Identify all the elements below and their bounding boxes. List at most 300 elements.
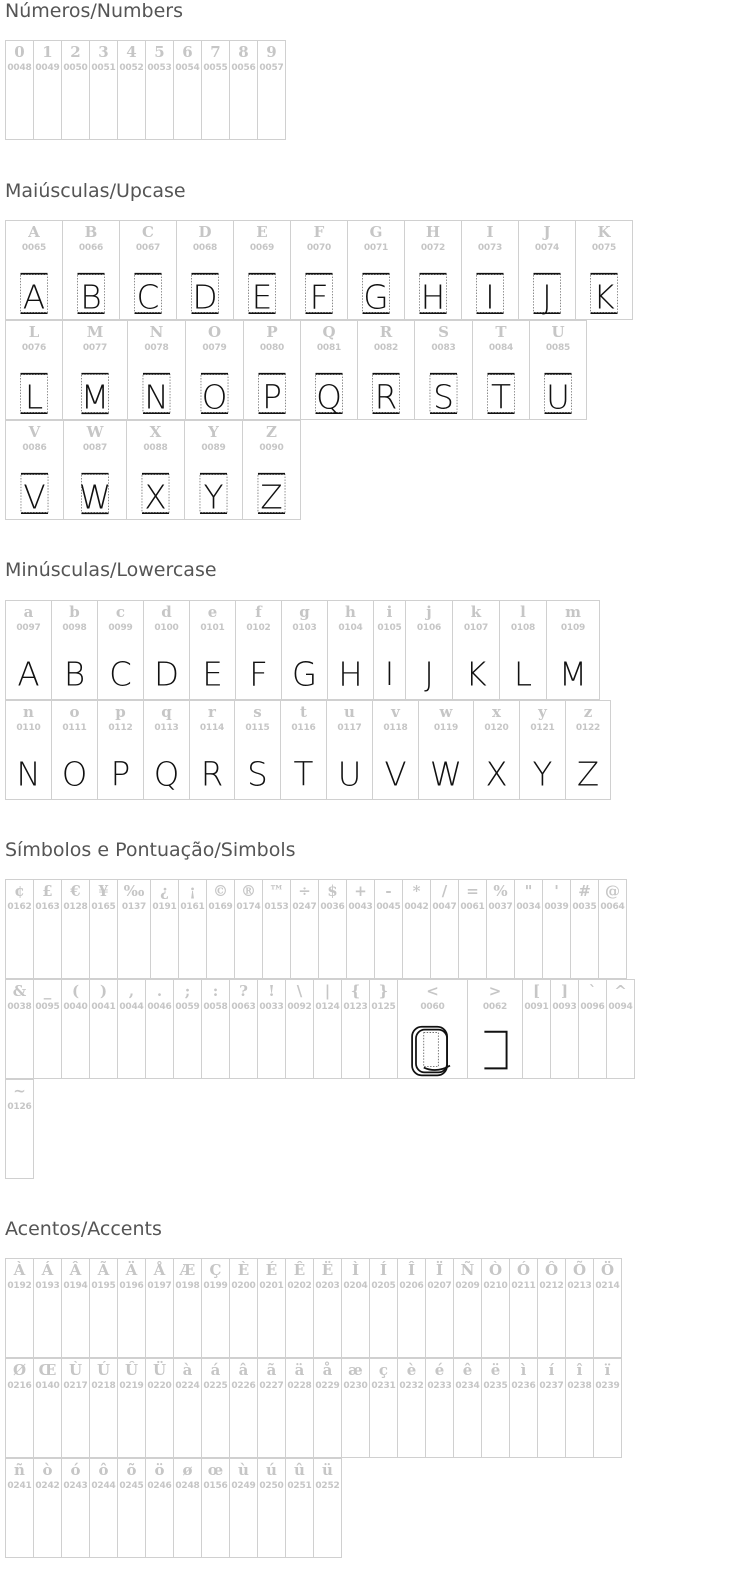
glyph-char: & xyxy=(12,982,27,1000)
glyph-code: 0226 xyxy=(231,1381,256,1391)
glyph-code: 0239 xyxy=(595,1381,620,1391)
svg-text:S: S xyxy=(247,755,268,794)
glyph-code: 0193 xyxy=(35,1281,60,1291)
glyph-code: 0194 xyxy=(63,1281,88,1291)
glyph-char: } xyxy=(378,982,389,1000)
glyph-cell xyxy=(5,1258,34,1358)
glyph-code: 0125 xyxy=(371,1002,396,1012)
glyph-code: 0249 xyxy=(231,1481,256,1491)
glyph-code: 0083 xyxy=(431,343,456,353)
svg-text:M: M xyxy=(558,655,588,694)
glyph-code: 0250 xyxy=(259,1481,284,1491)
glyph-cell xyxy=(257,979,286,1079)
glyph-char: y xyxy=(538,703,547,721)
glyph-char: ` xyxy=(588,982,597,1000)
glyph-char: o xyxy=(69,703,80,721)
glyph-code: 0119 xyxy=(433,723,459,733)
glyph-cell xyxy=(606,979,635,1079)
glyph-cell xyxy=(229,979,258,1079)
glyph-code: 0230 xyxy=(343,1381,368,1391)
glyph-cell xyxy=(262,879,291,979)
glyph-char: È xyxy=(237,1261,250,1279)
glyph-preview xyxy=(530,365,586,421)
glyph-char: ü xyxy=(322,1461,333,1479)
svg-text:E: E xyxy=(251,278,273,317)
svg-text:V: V xyxy=(384,755,407,794)
glyph-char: V xyxy=(28,423,41,441)
glyph-char: 1 xyxy=(42,43,53,61)
glyph-code: 0203 xyxy=(315,1281,340,1291)
glyph-code: 0045 xyxy=(376,902,401,912)
glyph-char: * xyxy=(412,882,421,900)
glyph-code: 0251 xyxy=(287,1481,312,1491)
glyph-code: 0078 xyxy=(144,343,169,353)
glyph-cell xyxy=(185,320,244,420)
glyph-code: 0197 xyxy=(147,1281,172,1291)
glyph-char: x xyxy=(492,703,501,721)
glyph-preview xyxy=(406,645,452,701)
glyph-char: { xyxy=(350,982,361,1000)
glyph-char: " xyxy=(524,882,533,900)
glyph-code: 0046 xyxy=(147,1002,172,1012)
glyph-code: 0062 xyxy=(482,1002,508,1012)
glyph-char: d xyxy=(161,603,172,621)
glyph-code: 0102 xyxy=(246,623,271,633)
glyph-cell xyxy=(5,320,63,420)
glyph-cell xyxy=(5,220,63,320)
glyph-code: 0200 xyxy=(231,1281,256,1291)
glyph-cell xyxy=(33,1458,62,1558)
glyph-char: Í xyxy=(379,1261,388,1279)
glyph-char: ! xyxy=(268,982,275,1000)
glyph-char: L xyxy=(28,323,40,341)
glyph-code: 0246 xyxy=(147,1481,172,1491)
svg-text:X: X xyxy=(144,478,167,517)
glyph-cell xyxy=(257,1258,286,1358)
glyph-code: 0228 xyxy=(287,1381,312,1391)
glyph-code: 0039 xyxy=(544,902,569,912)
svg-text:U: U xyxy=(337,755,362,794)
glyph-code: 0209 xyxy=(455,1281,480,1291)
glyph-cell xyxy=(145,979,174,1079)
glyph-preview xyxy=(453,645,499,701)
glyph-code: 0108 xyxy=(510,623,536,633)
glyph-cell xyxy=(509,1358,538,1458)
glyph-char: 4 xyxy=(126,43,137,61)
glyph-cell xyxy=(369,1358,398,1458)
glyph-code: 0196 xyxy=(119,1281,144,1291)
glyph-char: v xyxy=(391,703,400,721)
glyph-cell xyxy=(206,879,235,979)
glyph-code: 0118 xyxy=(383,723,408,733)
glyph-char: \ xyxy=(296,982,303,1000)
glyph-row xyxy=(5,420,300,520)
glyph-cell xyxy=(257,40,286,140)
glyph-cell xyxy=(235,600,282,700)
glyph-preview xyxy=(415,365,472,421)
glyph-char: Œ xyxy=(38,1361,57,1379)
glyph-preview xyxy=(52,745,97,801)
glyph-char: E xyxy=(256,223,268,241)
glyph-preview xyxy=(468,1024,522,1080)
glyph-preview xyxy=(190,745,234,801)
glyph-row xyxy=(5,1458,341,1558)
glyph-preview xyxy=(190,645,235,701)
glyph-char: Ö xyxy=(600,1261,615,1279)
section-title-accents: Acentos/Accents xyxy=(5,1218,162,1240)
glyph-cell xyxy=(565,1358,594,1458)
glyph-cell xyxy=(117,1458,146,1558)
section-title-upcase: Maiúsculas/Upcase xyxy=(5,180,186,202)
glyph-char: # xyxy=(578,882,591,900)
glyph-code: 0153 xyxy=(264,902,289,912)
glyph-cell xyxy=(234,700,281,800)
glyph-char: ô xyxy=(98,1461,109,1479)
glyph-preview xyxy=(473,365,529,421)
svg-text:C: C xyxy=(136,278,160,317)
svg-text:X: X xyxy=(485,755,508,794)
svg-text:W: W xyxy=(429,755,463,794)
glyph-code: 0202 xyxy=(287,1281,312,1291)
glyph-row xyxy=(5,979,634,1079)
glyph-preview xyxy=(520,745,565,801)
glyph-code: 0040 xyxy=(63,1002,88,1012)
glyph-char: Î xyxy=(407,1261,416,1279)
glyph-code: 0198 xyxy=(175,1281,200,1291)
glyph-code: 0059 xyxy=(175,1002,200,1012)
glyph-cell xyxy=(285,1458,314,1558)
glyph-preview xyxy=(398,1024,467,1080)
glyph-char: l xyxy=(520,603,526,621)
glyph-char: g xyxy=(299,603,310,621)
glyph-cell xyxy=(145,40,174,140)
glyph-char: Y xyxy=(208,423,219,441)
glyph-preview xyxy=(98,645,143,701)
svg-text:R: R xyxy=(200,755,224,794)
glyph-code: 0242 xyxy=(35,1481,60,1491)
glyph-char: Ú xyxy=(96,1361,111,1379)
glyph-code: 0033 xyxy=(259,1002,284,1012)
glyph-cell xyxy=(5,420,64,520)
glyph-char: ] xyxy=(560,982,569,1000)
glyph-char: ) xyxy=(99,982,108,1000)
svg-text:Q: Q xyxy=(316,378,342,417)
glyph-cell xyxy=(453,1358,482,1458)
glyph-cell xyxy=(173,1358,202,1458)
glyph-cell xyxy=(499,600,547,700)
glyph-char: 5 xyxy=(154,43,165,61)
glyph-cell xyxy=(5,40,34,140)
glyph-char: û xyxy=(294,1461,305,1479)
glyph-char: Ì xyxy=(351,1261,360,1279)
glyph-char: = xyxy=(466,882,479,900)
glyph-code: 0080 xyxy=(259,343,285,353)
glyph-cell xyxy=(201,979,230,1079)
glyph-char: i xyxy=(386,603,393,621)
glyph-code: 0058 xyxy=(203,1002,228,1012)
glyph-cell xyxy=(397,1258,426,1358)
glyph-code: 0044 xyxy=(119,1002,144,1012)
glyph-char: p xyxy=(115,703,126,721)
glyph-preview xyxy=(462,265,518,321)
glyph-code: 0047 xyxy=(432,902,457,912)
glyph-cell xyxy=(405,600,453,700)
glyph-code: 0096 xyxy=(580,1002,605,1012)
glyph-cell xyxy=(201,1458,230,1558)
glyph-char: : xyxy=(212,982,219,1000)
glyph-code: 0213 xyxy=(567,1281,592,1291)
glyph-char: € xyxy=(70,882,81,900)
svg-text:I: I xyxy=(485,278,495,317)
glyph-char: 9 xyxy=(266,43,277,61)
glyph-code: 0214 xyxy=(595,1281,620,1291)
glyph-code: 0169 xyxy=(208,902,233,912)
glyph-char: D xyxy=(198,223,212,241)
glyph-char: 7 xyxy=(210,43,221,61)
glyph-cell xyxy=(285,1258,314,1358)
svg-text:T: T xyxy=(490,378,512,417)
glyph-char: ÷ xyxy=(298,882,311,900)
glyph-preview xyxy=(348,265,404,321)
glyph-char: T xyxy=(495,323,507,341)
glyph-cell xyxy=(33,40,62,140)
glyph-cell xyxy=(397,1358,426,1458)
glyph-cell xyxy=(117,1358,146,1458)
glyph-preview xyxy=(405,265,461,321)
glyph-code: 0049 xyxy=(35,63,60,73)
glyph-cell xyxy=(97,600,144,700)
glyph-char: Ü xyxy=(152,1361,167,1379)
glyph-cell xyxy=(593,1258,622,1358)
glyph-char: í xyxy=(548,1361,555,1379)
glyph-code: 0195 xyxy=(91,1281,116,1291)
glyph-char: œ xyxy=(207,1461,224,1479)
glyph-cell xyxy=(97,700,144,800)
glyph-char: â xyxy=(238,1361,249,1379)
glyph-char: ê xyxy=(462,1361,473,1379)
glyph-char: ã xyxy=(266,1361,277,1379)
svg-text:H: H xyxy=(338,655,363,694)
glyph-code: 0115 xyxy=(245,723,270,733)
glyph-cell xyxy=(518,220,576,320)
glyph-code: 0072 xyxy=(420,243,446,253)
glyph-code: 0056 xyxy=(231,63,256,73)
glyph-cell xyxy=(5,1079,34,1179)
svg-text:K: K xyxy=(593,278,615,317)
glyph-code: 0191 xyxy=(152,902,177,912)
svg-text:H: H xyxy=(420,278,446,317)
glyph-cell xyxy=(61,1258,90,1358)
section-title-symbols: Símbolos e Pontuação/Simbols xyxy=(5,839,296,861)
glyph-cell xyxy=(61,979,90,1079)
glyph-char: ä xyxy=(294,1361,305,1379)
glyph-cell xyxy=(201,40,230,140)
glyph-code: 0165 xyxy=(91,902,116,912)
glyph-char: u xyxy=(344,703,355,721)
glyph-char: F xyxy=(313,223,325,241)
glyph-code: 0094 xyxy=(608,1002,633,1012)
glyph-char: U xyxy=(551,323,565,341)
glyph-code: 0206 xyxy=(399,1281,424,1291)
glyph-char: [ xyxy=(532,982,541,1000)
glyph-cell xyxy=(233,220,291,320)
glyph-char: î xyxy=(576,1361,583,1379)
glyph-cell xyxy=(546,600,600,700)
svg-text:D: D xyxy=(153,655,180,694)
glyph-code: 0234 xyxy=(455,1381,480,1391)
svg-text:P: P xyxy=(262,378,282,417)
glyph-cell xyxy=(257,1458,286,1558)
glyph-cell xyxy=(472,320,530,420)
glyph-cell xyxy=(425,1358,454,1458)
glyph-code: 0035 xyxy=(572,902,597,912)
glyph-code: 0237 xyxy=(539,1381,564,1391)
glyph-code: 0216 xyxy=(7,1381,32,1391)
glyph-char: 2 xyxy=(70,43,81,61)
glyph-code: 0236 xyxy=(511,1381,536,1391)
glyph-code: 0124 xyxy=(315,1002,340,1012)
glyph-cell xyxy=(537,1358,566,1458)
glyph-cell xyxy=(173,40,202,140)
glyph-cell xyxy=(341,1358,370,1458)
glyph-code: 0140 xyxy=(35,1381,60,1391)
glyph-code: 0043 xyxy=(348,902,373,912)
glyph-code: 0054 xyxy=(175,63,200,73)
glyph-code: 0244 xyxy=(91,1481,116,1491)
glyph-code: 0069 xyxy=(249,243,275,253)
glyph-cell xyxy=(5,1458,34,1558)
glyph-preview xyxy=(328,645,373,701)
glyph-code: 0077 xyxy=(82,343,108,353)
glyph-preview xyxy=(419,745,473,801)
glyph-char: B xyxy=(84,223,98,241)
glyph-code: 0112 xyxy=(108,723,133,733)
glyph-cell xyxy=(229,1458,258,1558)
glyph-code: 0114 xyxy=(199,723,225,733)
glyph-char: s xyxy=(253,703,262,721)
glyph-char: W xyxy=(86,423,104,441)
glyph-cell xyxy=(285,979,314,1079)
glyph-cell xyxy=(467,979,523,1079)
glyph-cell xyxy=(598,879,627,979)
glyph-code: 0245 xyxy=(119,1481,144,1491)
glyph-code: 0252 xyxy=(315,1481,340,1491)
glyph-preview xyxy=(358,365,414,421)
glyph-code: 0070 xyxy=(306,243,332,253)
glyph-preview xyxy=(301,365,357,421)
glyph-code: 0219 xyxy=(119,1381,144,1391)
glyph-char: Q xyxy=(322,323,336,341)
glyph-char: è xyxy=(406,1361,417,1379)
glyph-cell xyxy=(519,700,566,800)
svg-text:A: A xyxy=(22,278,46,317)
glyph-cell xyxy=(242,420,301,520)
glyph-code: 0117 xyxy=(337,723,362,733)
glyph-char: Ï xyxy=(435,1261,444,1279)
svg-text:J: J xyxy=(424,655,434,694)
glyph-cell xyxy=(327,600,374,700)
glyph-cell xyxy=(61,1358,90,1458)
glyph-code: 0205 xyxy=(371,1281,396,1291)
glyph-code: 0106 xyxy=(416,623,442,633)
glyph-code: 0105 xyxy=(377,623,402,633)
glyph-cell xyxy=(357,320,415,420)
glyph-code: 0034 xyxy=(516,902,541,912)
glyph-code: 0122 xyxy=(575,723,601,733)
svg-text:U: U xyxy=(545,378,571,417)
glyph-char: a xyxy=(23,603,34,621)
glyph-row xyxy=(5,1258,621,1358)
svg-text:A: A xyxy=(17,655,40,694)
glyph-code: 0201 xyxy=(259,1281,284,1291)
glyph-preview xyxy=(127,465,184,521)
glyph-cell xyxy=(374,879,403,979)
glyph-char: 8 xyxy=(238,43,249,61)
glyph-char: õ xyxy=(126,1461,137,1479)
glyph-code: 0060 xyxy=(420,1002,445,1012)
glyph-char: K xyxy=(597,223,611,241)
glyph-cell xyxy=(425,1258,454,1358)
glyph-char: É xyxy=(265,1261,278,1279)
glyph-row xyxy=(5,700,610,800)
glyph-char: ì xyxy=(520,1361,527,1379)
glyph-cell xyxy=(184,420,243,520)
glyph-char: N xyxy=(149,323,164,341)
glyph-cell xyxy=(565,700,611,800)
glyph-code: 0225 xyxy=(203,1381,228,1391)
svg-text:G: G xyxy=(291,655,318,694)
glyph-row xyxy=(5,1358,621,1458)
svg-text:L: L xyxy=(513,655,533,694)
glyph-char: ñ xyxy=(14,1461,25,1479)
glyph-cell xyxy=(229,1358,258,1458)
glyph-char: 3 xyxy=(98,43,109,61)
glyph-char: Á xyxy=(41,1261,54,1279)
glyph-cell xyxy=(229,40,258,140)
glyph-cell xyxy=(89,1458,118,1558)
glyph-char: ^ xyxy=(614,982,627,1000)
glyph-code: 0074 xyxy=(534,243,560,253)
glyph-code: 0232 xyxy=(399,1381,424,1391)
glyph-cell xyxy=(117,879,151,979)
glyph-preview xyxy=(327,745,372,801)
glyph-char: t xyxy=(300,703,307,721)
glyph-code: 0091 xyxy=(524,1002,549,1012)
glyph-char: å xyxy=(322,1361,333,1379)
svg-text:N: N xyxy=(16,755,41,794)
glyph-cell xyxy=(61,879,90,979)
glyph-code: 0199 xyxy=(203,1281,228,1291)
glyph-code: 0212 xyxy=(539,1281,564,1291)
svg-text:Z: Z xyxy=(260,478,283,517)
glyph-char: G xyxy=(369,223,383,241)
glyph-code: 0123 xyxy=(343,1002,368,1012)
glyph-char: Û xyxy=(124,1361,139,1379)
glyph-cell xyxy=(119,220,177,320)
glyph-preview xyxy=(6,745,51,801)
glyph-char: ¢ xyxy=(14,882,25,900)
glyph-code: 0067 xyxy=(135,243,161,253)
glyph-char: ® xyxy=(241,882,256,900)
glyph-cell xyxy=(341,1258,370,1358)
glyph-cell xyxy=(5,700,52,800)
glyph-code: 0224 xyxy=(175,1381,200,1391)
glyph-cell xyxy=(5,979,34,1079)
glyph-preview xyxy=(185,465,242,521)
svg-text:Y: Y xyxy=(203,478,224,517)
glyph-cell xyxy=(62,220,120,320)
glyph-preview xyxy=(243,465,300,521)
